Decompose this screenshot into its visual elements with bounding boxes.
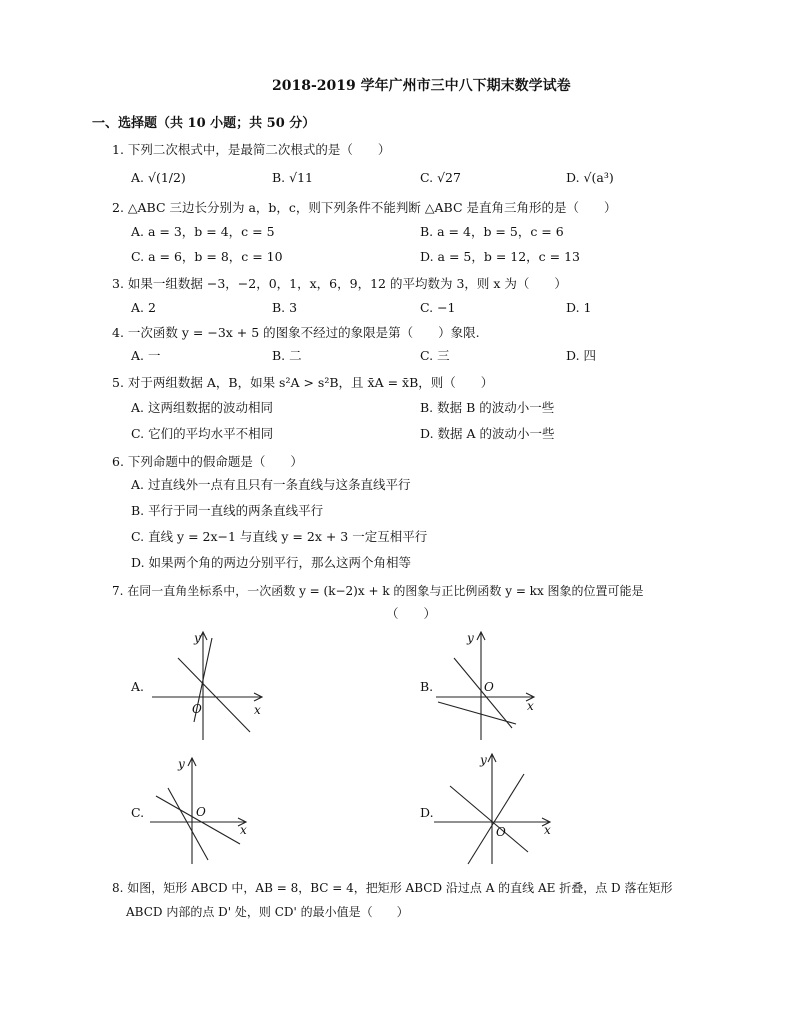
x-axis-label: x bbox=[240, 823, 247, 837]
q6-option-a: A. 过直线外一点有且只有一条直线与这条直线平行 bbox=[131, 477, 411, 492]
q4-option-b: B. 二 bbox=[272, 348, 302, 363]
origin-label: O bbox=[496, 825, 506, 839]
line-1 bbox=[454, 658, 512, 728]
question-2-stem: 2. △ABC 三边长分别为 a，b，c，则下列条件不能判断 △ABC 是直角三角形的是（ ） bbox=[112, 200, 617, 215]
origin-label: O bbox=[192, 702, 202, 716]
q3-option-b: B. 3 bbox=[272, 300, 298, 315]
origin-label: O bbox=[196, 805, 206, 819]
q3-option-a: A. 2 bbox=[131, 300, 156, 315]
y-axis-label: y bbox=[467, 631, 474, 645]
q7-graph-b bbox=[434, 630, 554, 745]
question-5-stem: 5. 对于两组数据 A，B，如果 s²A > s²B，且 x̄A = x̄B，则（ ） bbox=[112, 375, 494, 390]
q5-option-c: C. 它们的平均水平不相同 bbox=[131, 426, 274, 441]
y-axis-label: y bbox=[480, 753, 487, 767]
q7-graph-a bbox=[150, 630, 270, 745]
q7-option-b-label: B. bbox=[420, 679, 434, 694]
line-2 bbox=[168, 788, 208, 860]
q7-graph-d bbox=[432, 752, 562, 867]
q1-option-d: D. √(a³) bbox=[566, 170, 614, 185]
q6-option-c: C. 直线 y = 2x−1 与直线 y = 2x + 3 一定互相平行 bbox=[131, 529, 428, 544]
q5-option-a: A. 这两组数据的波动相同 bbox=[131, 400, 273, 415]
question-4-stem: 4. 一次函数 y = −3x + 5 的图象不经过的象限是第（ ）象限. bbox=[112, 325, 480, 340]
line-1 bbox=[156, 796, 240, 844]
question-8-stem-line2: ABCD 内部的点 D' 处，则 CD' 的最小值是（ ） bbox=[126, 905, 409, 919]
y-axis-label: y bbox=[194, 631, 201, 645]
q7-option-a-label: A. bbox=[131, 679, 145, 694]
x-axis-label: x bbox=[544, 823, 551, 837]
question-7-stem: 7. 在同一直角坐标系中，一次函数 y = (k−2)x + k 的图象与正比例函数 y = kx 图象的位置可能是 bbox=[112, 584, 644, 598]
q6-option-b: B. 平行于同一直线的两条直线平行 bbox=[131, 503, 324, 518]
q3-option-c: C. −1 bbox=[420, 300, 456, 315]
x-axis-label: x bbox=[254, 703, 261, 717]
q5-option-b: B. 数据 B 的波动小一些 bbox=[420, 400, 555, 415]
q2-option-d: D. a = 5，b = 12，c = 13 bbox=[420, 249, 581, 264]
q4-option-c: C. 三 bbox=[420, 348, 450, 363]
y-axis-label: y bbox=[178, 757, 185, 771]
q4-option-d: D. 四 bbox=[566, 348, 597, 363]
q7-graph-c bbox=[148, 756, 268, 871]
question-1-stem: 1. 下列二次根式中，是最简二次根式的是（ ） bbox=[112, 142, 391, 157]
q1-option-c: C. √27 bbox=[420, 170, 461, 185]
q7-option-c-label: C. bbox=[131, 805, 145, 820]
question-7-answer-blank: （ ） bbox=[386, 606, 437, 621]
x-axis-label: x bbox=[527, 699, 534, 713]
question-3-stem: 3. 如果一组数据 −3，−2，0，1，x，6，9，12 的平均数为 3，则 x 为（ ） bbox=[112, 276, 567, 291]
q2-option-a: A. a = 3，b = 4，c = 5 bbox=[131, 224, 275, 239]
question-6-stem: 6. 下列命题中的假命题是（ ） bbox=[112, 454, 303, 469]
origin-label: O bbox=[484, 680, 494, 694]
q6-option-d: D. 如果两个角的两边分别平行，那么这两个角相等 bbox=[131, 555, 412, 570]
q1-option-b: B. √11 bbox=[272, 170, 314, 185]
line-2 bbox=[468, 774, 524, 864]
question-8-stem: 8. 如图，矩形 ABCD 中，AB = 8，BC = 4，把矩形 ABCD 沿过点 A 的直线 AE 折叠，点 D 落在矩形 bbox=[112, 881, 673, 895]
section-heading: 一、选择题（共 10 小题；共 50 分） bbox=[92, 116, 316, 131]
page-title: 2018-2019 学年广州市三中八下期末数学试卷 bbox=[272, 78, 571, 94]
q1-option-a: A. √(1/2) bbox=[131, 170, 186, 185]
line-1 bbox=[178, 658, 250, 732]
q4-option-a: A. 一 bbox=[131, 348, 161, 363]
q2-option-b: B. a = 4，b = 5，c = 6 bbox=[420, 224, 564, 239]
line-1 bbox=[450, 786, 528, 852]
q5-option-d: D. 数据 A 的波动小一些 bbox=[420, 426, 555, 441]
q3-option-d: D. 1 bbox=[566, 300, 592, 315]
q2-option-c: C. a = 6，b = 8，c = 10 bbox=[131, 249, 283, 264]
q7-option-d-label: D. bbox=[420, 805, 434, 820]
line-2 bbox=[438, 702, 516, 724]
